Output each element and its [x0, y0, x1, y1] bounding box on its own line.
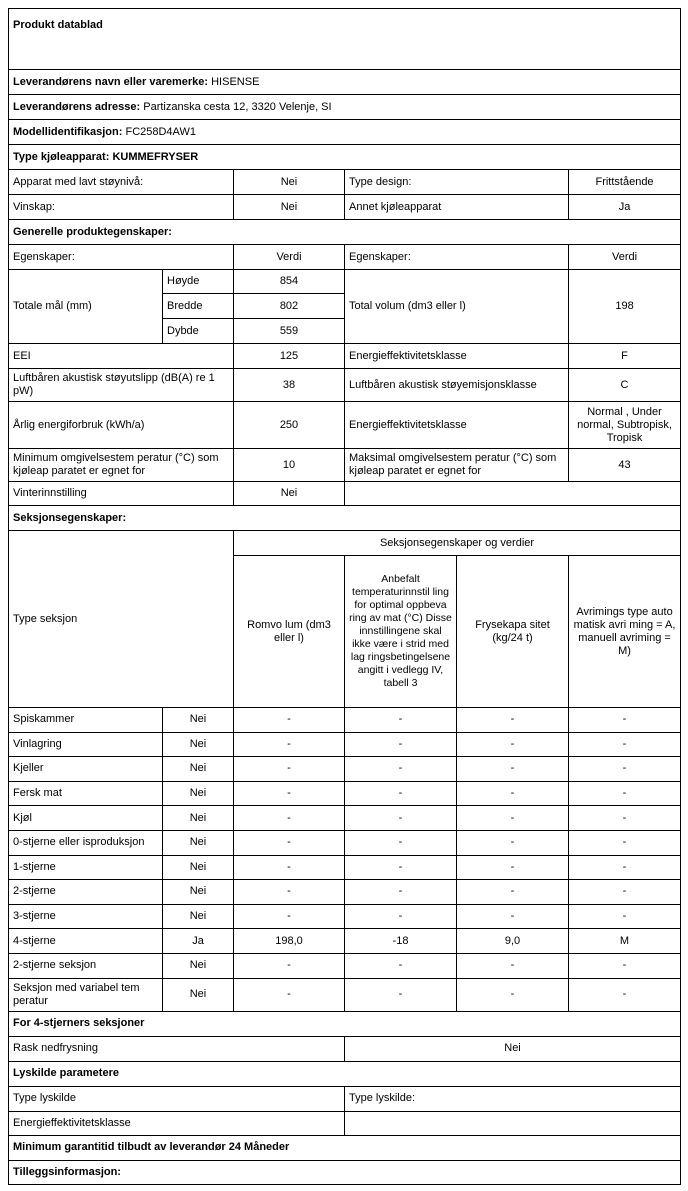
section-defrost: M [569, 929, 681, 954]
section-defrost: - [569, 732, 681, 757]
model-label: Modellidentifikasjon: [13, 125, 123, 138]
page-title: Produkt datablad [9, 9, 681, 70]
noise-class-label: Luftbåren akustisk støyemisjonsklasse [345, 369, 569, 402]
section-freeze: - [457, 904, 569, 929]
dims-label-text: Totale mål (mm) [13, 300, 92, 312]
eei-value: 125 [234, 344, 345, 369]
table-row [9, 880, 681, 905]
section-temp: - [345, 953, 457, 978]
warranty-label: Minimum garantitid tilbudt av leverandør [13, 1141, 226, 1154]
table-row [9, 830, 681, 855]
table-row [9, 904, 681, 929]
climate-value: Normal , Under normal, Subtropisk, Tropisk [569, 402, 681, 449]
energy-value: 250 [234, 402, 345, 449]
table-row [9, 732, 681, 757]
section-volume: - [234, 830, 345, 855]
section-defrost: - [569, 781, 681, 806]
section-freeze: - [457, 732, 569, 757]
width-label: Bredde [163, 294, 234, 319]
max-temp-label: Maksimal omgivelsestem peratur (°C) som kjøleap paratet er egnet for [345, 449, 569, 482]
section-freeze: - [457, 855, 569, 880]
section-defrost: - [569, 904, 681, 929]
section-name: 2-stjerne [9, 880, 163, 905]
design-label: Type design: [345, 170, 569, 195]
section-name: 3-stjerne [9, 904, 163, 929]
section-temp: - [345, 978, 457, 1011]
table-row [9, 806, 681, 831]
table-row [9, 781, 681, 806]
col-temp: Anbefalt temperaturinnstil ling for optimal oppbeva ring av mat (°C) Disse innstillingene skal ikke være i strid med lag ringsbetingelsene angitt i vedlegg IV, tabell 3 [345, 556, 457, 708]
section-temp: - [345, 880, 457, 905]
section-present: Nei [163, 708, 234, 733]
section-defrost: - [569, 978, 681, 1011]
light-type-label: Type lyskilde [9, 1086, 345, 1111]
section-volume: - [234, 978, 345, 1011]
winter-value: Nei [234, 482, 345, 506]
general-col-prop: Egenskaper: [9, 245, 234, 270]
four-star-heading: For 4-stjerners seksjoner [9, 1011, 681, 1036]
address-label: Leverandørens adresse: [13, 100, 141, 113]
section-present: Ja [163, 929, 234, 954]
noise-value: 38 [234, 369, 345, 402]
model-value: FC258D4AW1 [125, 125, 196, 138]
section-volume: - [234, 855, 345, 880]
other-label: Annet kjøleapparat [345, 195, 569, 220]
section-name: Spiskammer [9, 708, 163, 733]
section-present: Nei [163, 855, 234, 880]
section-rows [9, 708, 681, 1012]
section-name: Seksjon med variabel tem peratur [9, 978, 163, 1011]
section-present: Nei [163, 757, 234, 782]
class-value: F [569, 344, 681, 369]
section-present: Nei [163, 904, 234, 929]
section-present: Nei [163, 830, 234, 855]
warranty-row [9, 1135, 681, 1160]
class-label: Energieffektivitetsklasse [345, 344, 569, 369]
section-volume: - [234, 953, 345, 978]
section-freeze: - [457, 880, 569, 905]
table-row [9, 855, 681, 880]
low-noise-value: Nei [234, 170, 345, 195]
section-defrost: - [569, 855, 681, 880]
fast-freeze-label: Rask nedfrysning [9, 1036, 345, 1061]
height-label: Høyde [163, 270, 234, 294]
section-temp: - [345, 732, 457, 757]
section-freeze: - [457, 830, 569, 855]
general-col-prop-2: Egenskaper: [345, 245, 569, 270]
section-name: Fersk mat [9, 781, 163, 806]
winter-label: Vinterinnstilling [9, 482, 234, 506]
light-type-label-2: Type lyskilde: [345, 1086, 681, 1111]
col-defrost: Avrimings type auto matisk avri ming = A, manuell avriming = M) [569, 556, 681, 708]
section-temp: - [345, 757, 457, 782]
section-defrost: - [569, 708, 681, 733]
section-freeze: 9,0 [457, 929, 569, 954]
eei-label: EEI [9, 344, 234, 369]
section-present: Nei [163, 978, 234, 1011]
section-volume: - [234, 781, 345, 806]
col-volume: Romvo lum (dm3 eller l) [234, 556, 345, 708]
section-freeze: - [457, 781, 569, 806]
supplier-value: HISENSE [211, 75, 260, 88]
section-present: Nei [163, 781, 234, 806]
section-temp: - [345, 708, 457, 733]
section-name: 2-stjerne seksjon [9, 953, 163, 978]
type-value: KUMMEFRYSER [112, 150, 199, 163]
section-present: Nei [163, 806, 234, 831]
section-freeze: - [457, 757, 569, 782]
section-volume: - [234, 757, 345, 782]
section-volume: 198,0 [234, 929, 345, 954]
min-temp-value: 10 [234, 449, 345, 482]
section-group-label: Seksjonsegenskaper og verdier [234, 531, 681, 556]
wine-label: Vinskap: [9, 195, 234, 220]
supplier-label: Leverandørens navn eller varemerke: [13, 75, 209, 88]
type-label: Type kjøleapparat: [13, 150, 110, 163]
light-class-empty [345, 1111, 681, 1135]
section-volume: - [234, 880, 345, 905]
general-col-value-2: Verdi [569, 245, 681, 270]
width-value: 802 [234, 294, 345, 319]
low-noise-label: Apparat med lavt støynivå: [9, 170, 234, 195]
col-freeze: Frysekapa sitet (kg/24 t) [457, 556, 569, 708]
section-name: Vinlagring [9, 732, 163, 757]
section-name: 0-stjerne eller isproduksjon [9, 830, 163, 855]
depth-label: Dybde [163, 319, 234, 344]
light-class-label: Energieffektivitetsklasse [9, 1111, 345, 1135]
wine-value: Nei [234, 195, 345, 220]
section-defrost: - [569, 830, 681, 855]
section-present: Nei [163, 880, 234, 905]
section-defrost: - [569, 806, 681, 831]
table-row [9, 978, 681, 1011]
section-present: Nei [163, 953, 234, 978]
address-value: Partizanska cesta 12, 3320 Velenje, SI [143, 100, 332, 113]
address-row [9, 95, 681, 120]
section-temp: - [345, 830, 457, 855]
table-row [9, 929, 681, 954]
section-defrost: - [569, 953, 681, 978]
supplier-row [9, 70, 681, 95]
volume-value: 198 [569, 270, 681, 344]
section-freeze: - [457, 806, 569, 831]
section-temp: - [345, 781, 457, 806]
climate-label: Energieffektivitetsklasse [345, 402, 569, 449]
sections-heading: Seksjonsegenskaper: [9, 506, 681, 531]
volume-label: Total volum (dm3 eller l) [345, 270, 569, 344]
energy-label: Årlig energiforbruk (kWh/a) [9, 402, 234, 449]
design-value: Frittstående [569, 170, 681, 195]
section-name: Kjøl [9, 806, 163, 831]
light-heading: Lyskilde parametere [9, 1061, 681, 1086]
fast-freeze-value: Nei [345, 1036, 681, 1061]
noise-class-value: C [569, 369, 681, 402]
section-volume: - [234, 732, 345, 757]
section-volume: - [234, 904, 345, 929]
table-row [9, 757, 681, 782]
general-heading: Generelle produktegenskaper: [9, 220, 681, 245]
depth-value: 559 [234, 319, 345, 344]
general-col-value: Verdi [234, 245, 345, 270]
section-temp: - [345, 806, 457, 831]
section-present: Nei [163, 732, 234, 757]
section-volume: - [234, 806, 345, 831]
product-datasheet [8, 8, 680, 1185]
noise-label: Luftbåren akustisk støyutslipp (dB(A) re 1 pW) [9, 369, 234, 402]
table-row [9, 953, 681, 978]
section-temp: - [345, 904, 457, 929]
section-name: 1-stjerne [9, 855, 163, 880]
type-row [9, 145, 681, 170]
section-freeze: - [457, 708, 569, 733]
winter-empty [345, 482, 681, 506]
model-row [9, 120, 681, 145]
section-name: Kjeller [9, 757, 163, 782]
datasheet-table [8, 8, 681, 1185]
section-defrost: - [569, 880, 681, 905]
section-type-label: Type seksjon [9, 531, 234, 708]
section-name: 4-stjerne [9, 929, 163, 954]
warranty-value: 24 Måneder [228, 1141, 290, 1154]
section-freeze: - [457, 978, 569, 1011]
max-temp-value: 43 [569, 449, 681, 482]
dims-label [9, 270, 163, 344]
height-value: 854 [234, 270, 345, 294]
section-freeze: - [457, 953, 569, 978]
table-row [9, 708, 681, 733]
section-volume: - [234, 708, 345, 733]
min-temp-label: Minimum omgivelsestem peratur (°C) som kjøleap paratet er egnet for [9, 449, 234, 482]
section-defrost: - [569, 757, 681, 782]
section-temp: - [345, 855, 457, 880]
other-value: Ja [569, 195, 681, 220]
additional-info-label: Tilleggsinformasjon: [9, 1160, 681, 1184]
section-temp: -18 [345, 929, 457, 954]
